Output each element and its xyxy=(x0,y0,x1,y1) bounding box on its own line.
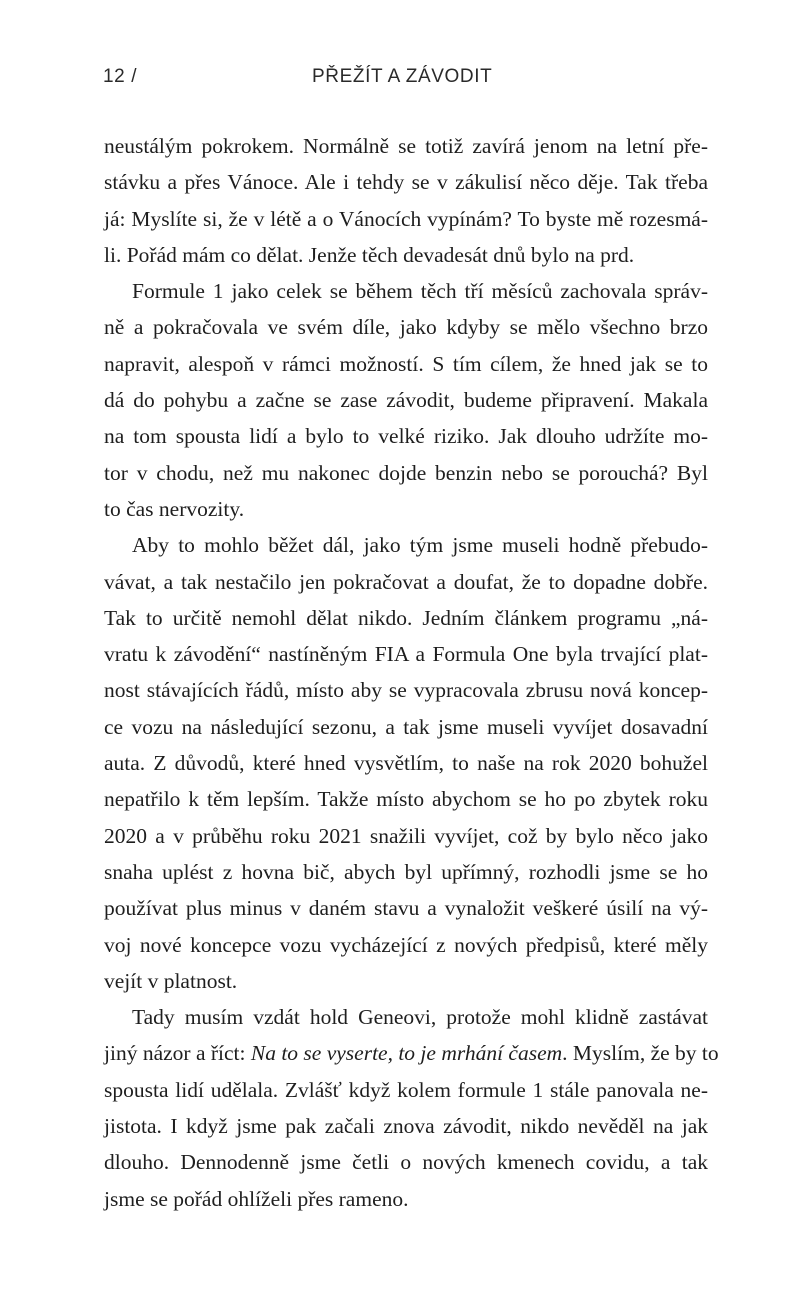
text-line: používat plus minus v daném stavu a vynaložit veškeré úsilí na vý- xyxy=(104,896,708,921)
paragraph-4 xyxy=(104,999,719,1217)
text-line: Aby to mohlo běžet dál, jako tým jsme museli hodně přebudo- xyxy=(132,533,708,558)
running-header xyxy=(0,66,812,96)
body-text xyxy=(104,128,719,1217)
text-run: jiný názor a říct: xyxy=(104,1041,251,1066)
text-line: tor v chodu, než mu nakonec dojde benzin nebo se porouchá? Byl xyxy=(104,460,708,485)
text-run: . Myslím, že by to xyxy=(562,1041,719,1066)
text-line: dlouho. Dennodenně jsme četli o nových kmenech covidu, a tak xyxy=(104,1150,708,1175)
text-line: li. Pořád mám co dělat. Jenže těch devadesát dnů bylo na prd. xyxy=(104,242,635,267)
text-line xyxy=(104,1035,719,1071)
text-line: ně a pokračovala ve svém díle, jako kdyby se mělo všechno brzo xyxy=(104,315,708,340)
text-line: 2020 a v průběhu roku 2021 snažili vyvíjet, což by bylo něco jako xyxy=(104,823,708,848)
text-line: jsme se pořád ohlíželi přes rameno. xyxy=(104,1186,409,1211)
text-line: spousta lidí udělala. Zvlášť když kolem formule 1 stále panovala ne- xyxy=(104,1077,708,1102)
text-line: nost stávajících řádů, místo aby se vypracovala zbrusu nová koncep- xyxy=(104,678,708,703)
text-line: auta. Z důvodů, které hned vysvětlím, to naše na rok 2020 bohužel xyxy=(104,751,708,776)
text-line: vejít v platnost. xyxy=(104,968,238,993)
text-line: to čas nervozity. xyxy=(104,496,245,521)
text-line: Formule 1 jako celek se během těch tří měsíců zachovala správ- xyxy=(132,279,708,304)
text-line: já: Myslíte si, že v létě a o Vánocích vypínám? To byste mě rozesmá- xyxy=(104,206,708,231)
italic-quote: Na to se vyserte, to je mrhání časem xyxy=(250,1041,563,1066)
text-line: napravit, alespoň v rámci možností. S tím cílem, že hned jak se to xyxy=(104,351,708,376)
text-line: vávat, a tak nestačilo jen pokračovat a doufat, že to dopadne dobře. xyxy=(104,569,708,594)
text-line: nepatřilo k těm lepším. Takže místo abychom se ho po zbytek roku xyxy=(104,787,708,812)
text-line: neustálým pokrokem. Normálně se totiž zavírá jenom na letní pře- xyxy=(104,134,708,158)
text-line: ce vozu na následující sezonu, a tak jsme museli vyvíjet dosavadní xyxy=(104,714,708,739)
text-line: dá do pohybu a začne se zase závodit, budeme připravení. Makala xyxy=(104,388,708,413)
paragraph-1 xyxy=(104,128,708,273)
paragraph-2 xyxy=(104,273,708,527)
text-line: na tom spousta lidí a bylo to velké riziko. Jak dlouho udržíte mo- xyxy=(104,424,708,449)
text-line: voj nové koncepce vozu vycházející z nových předpisů, které měly xyxy=(104,932,708,957)
paragraph-3 xyxy=(104,527,708,999)
running-title: PŘEŽÍT A ZÁVODIT xyxy=(312,66,493,87)
page-number: 12 / xyxy=(103,66,138,87)
text-line: jistota. I když jsme pak začali znova závodit, nikdo nevěděl na jak xyxy=(104,1114,708,1139)
text-line: Tak to určitě nemohl dělat nikdo. Jedním článkem programu „ná- xyxy=(104,605,708,630)
text-line: Tady musím vzdát hold Geneovi, protože mohl klidně zastávat xyxy=(132,1005,708,1030)
text-line: vratu k závodění“ nastíněným FIA a Formula One byla trvající plat- xyxy=(104,642,708,667)
text-line: snaha uplést z hovna bič, abych byl upřímný, rozhodli jsme se ho xyxy=(104,859,708,884)
text-line: stávku a přes Vánoce. Ale i tehdy se v zákulisí něco děje. Tak třeba xyxy=(104,170,708,195)
